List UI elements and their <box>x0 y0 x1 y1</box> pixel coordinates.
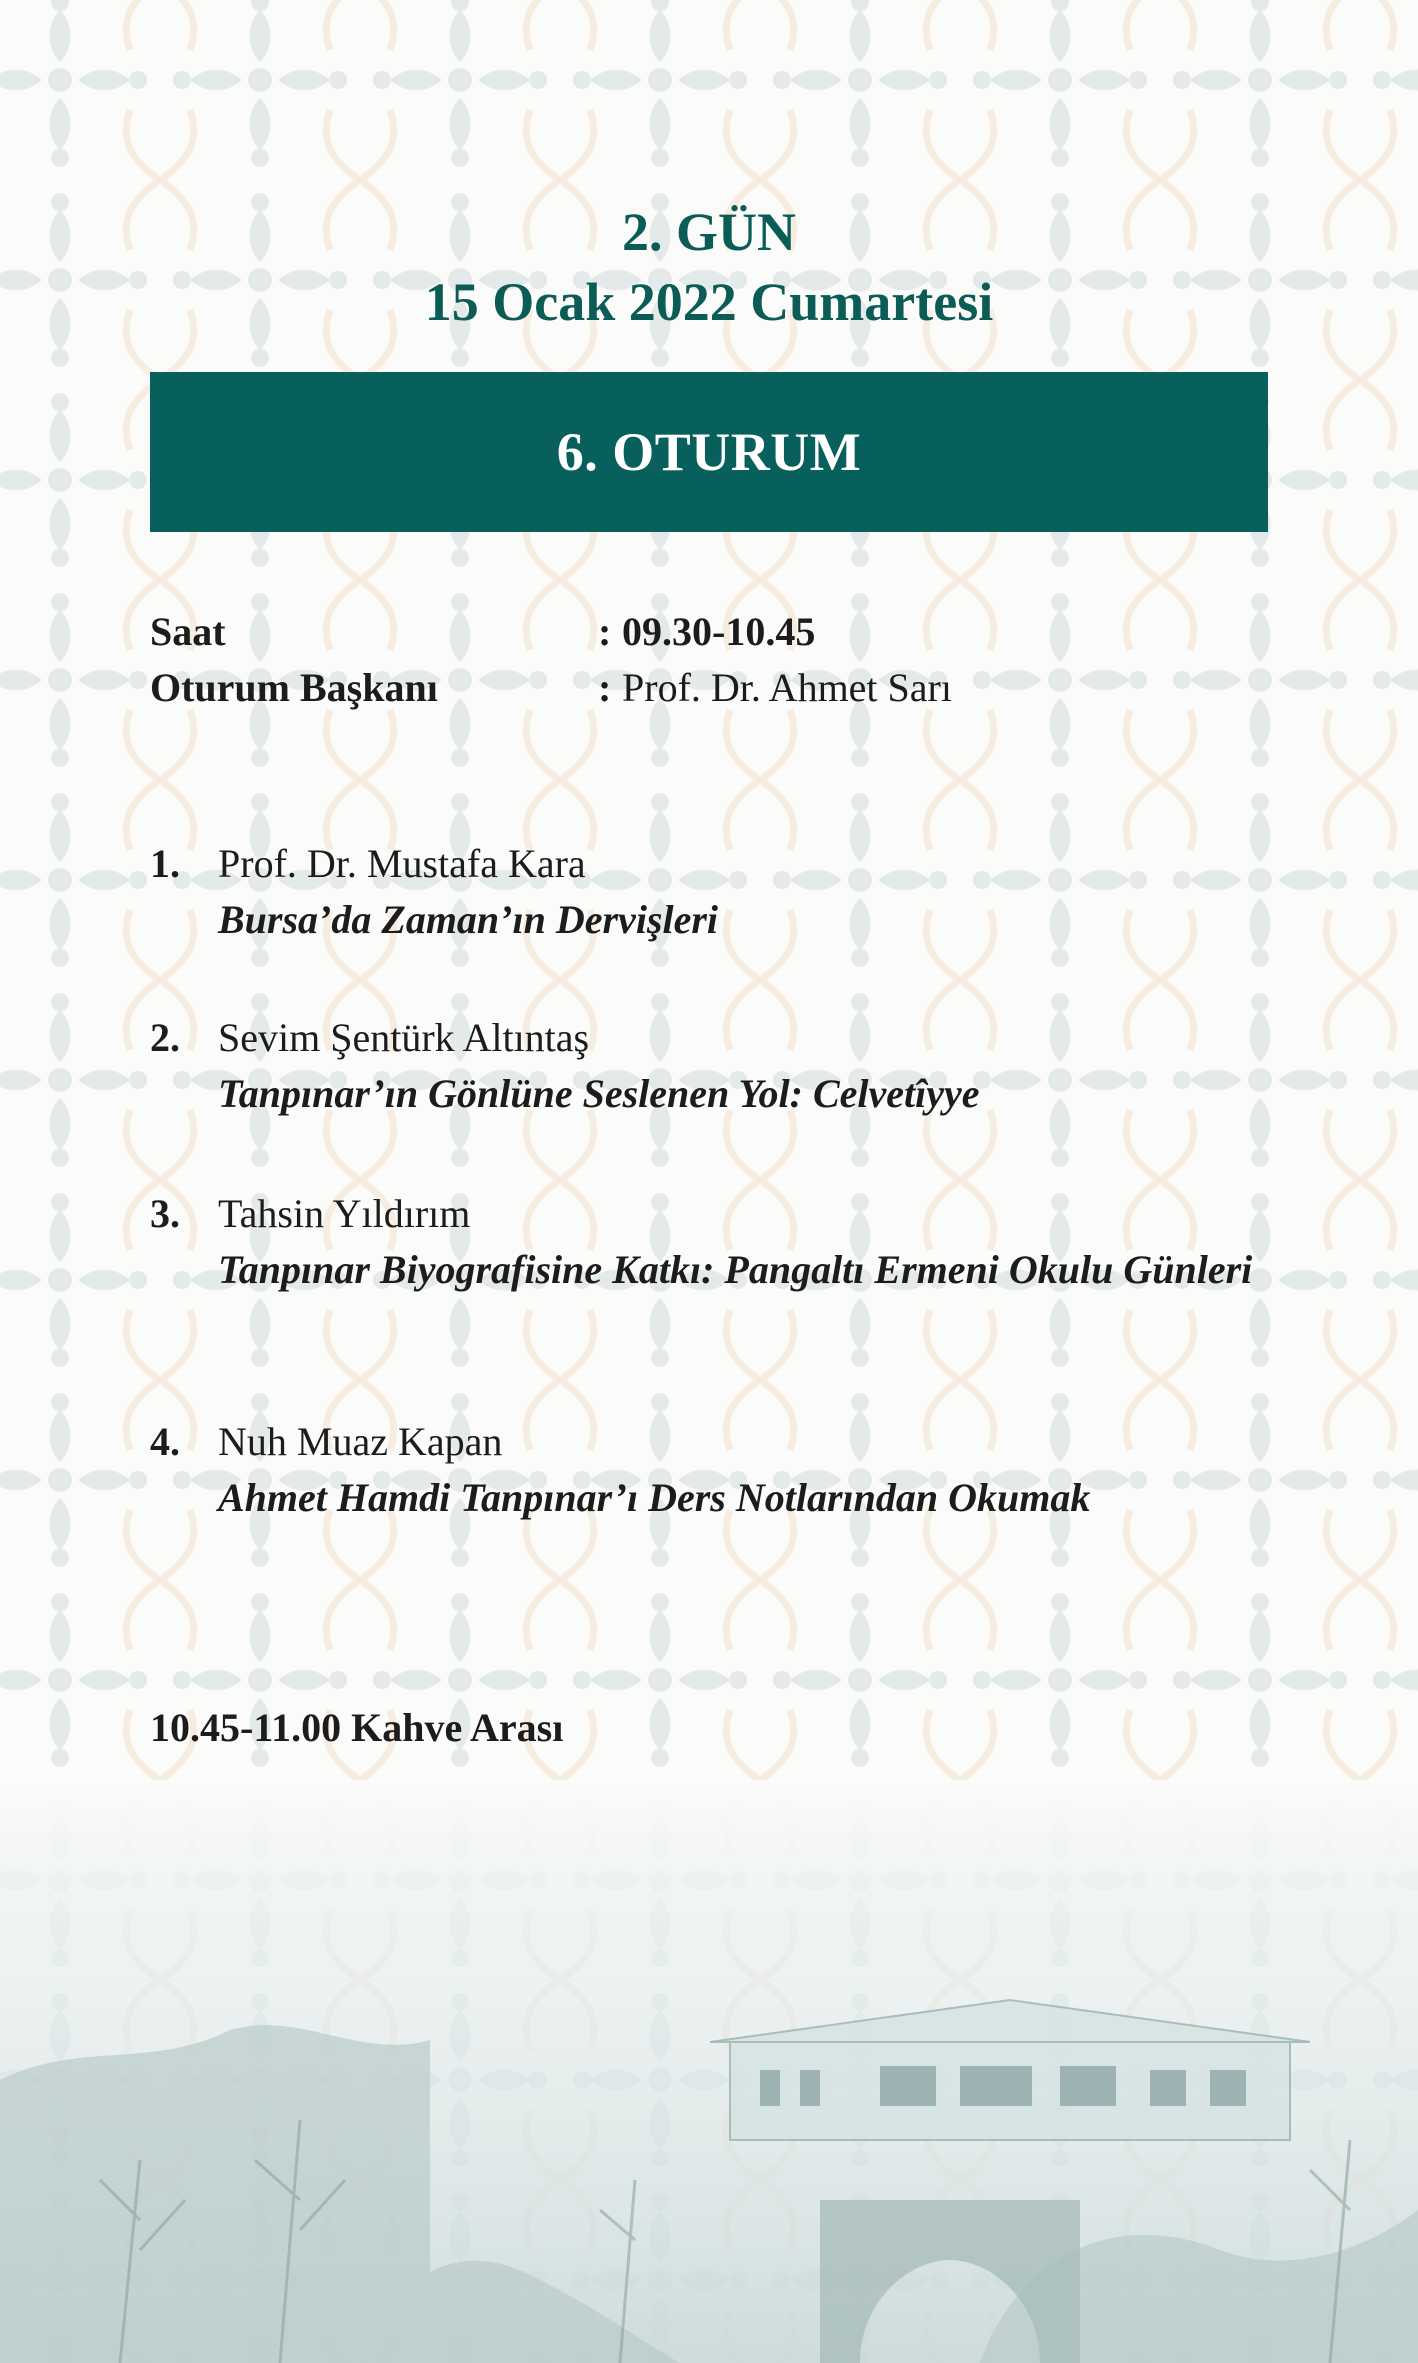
talk-number: 2. <box>150 1015 180 1060</box>
talk-number: 4. <box>150 1419 180 1464</box>
talk-speaker: Sevim Şentürk Altıntaş <box>218 1015 590 1060</box>
talk-title: Ahmet Hamdi Tanpınar’ı Ders Notlarından Okumak <box>218 1475 1091 1520</box>
chair-label: Oturum Başkanı <box>150 665 438 710</box>
time-value: 09.30-10.45 <box>622 609 816 654</box>
talk-title: Tanpınar’ın Gönlüne Seslenen Yol: Celvetîyye <box>218 1071 980 1116</box>
talk-number: 3. <box>150 1191 180 1236</box>
talk-speaker: Tahsin Yıldırım <box>218 1191 471 1236</box>
session-title: 6. OTURUM <box>556 422 862 482</box>
coffee-break: 10.45-11.00 Kahve Arası <box>150 1705 564 1750</box>
talk-title: Bursa’da Zaman’ın Dervişleri <box>218 897 719 942</box>
date-heading: 15 Ocak 2022 Cumartesi <box>424 272 994 332</box>
talk-speaker: Nuh Muaz Kapan <box>218 1419 503 1464</box>
time-separator: : <box>598 609 612 654</box>
time-label: Saat <box>150 609 226 654</box>
time-row <box>150 604 1268 660</box>
day-heading: 2. GÜN <box>622 202 796 262</box>
chair-value: Prof. Dr. Ahmet Sarı <box>622 665 952 710</box>
talk-speaker: Prof. Dr. Mustafa Kara <box>218 841 586 886</box>
chair-row <box>150 660 1268 716</box>
chair-separator: : <box>598 665 612 710</box>
session-banner <box>150 372 1268 532</box>
talk-title: Tanpınar Biyografisine Katkı: Pangaltı Ermeni Okulu Günleri <box>218 1247 1253 1292</box>
talk-number: 1. <box>150 841 180 886</box>
